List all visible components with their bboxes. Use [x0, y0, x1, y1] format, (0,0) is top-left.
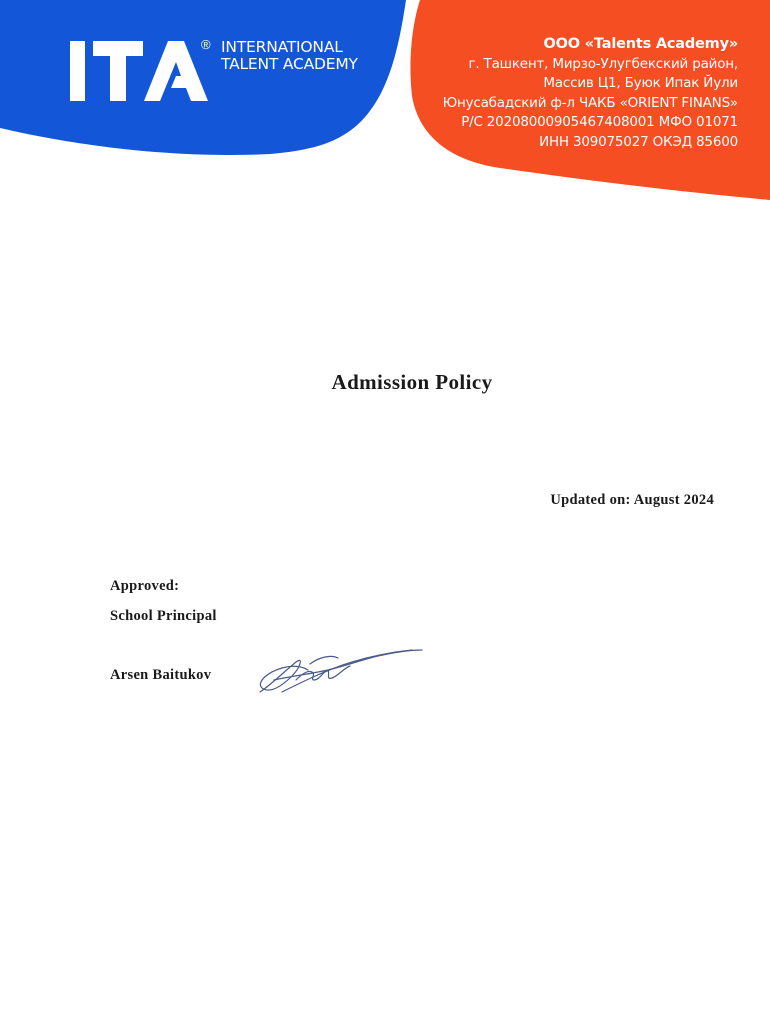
approver-name: Arsen Baitukov: [110, 667, 212, 683]
registered-mark: ®: [201, 37, 211, 52]
company-details: [443, 35, 738, 152]
brand-name-line2: TALENT ACADEMY: [221, 55, 358, 73]
company-address-line2: Массив Ц1, Буюк Ипак Йули: [543, 75, 738, 91]
approved-label: Approved:: [110, 578, 180, 594]
brand-name: [221, 39, 358, 73]
company-account: Р/С 20208000905467408001 МФО 01071: [461, 114, 738, 130]
signature: [252, 640, 428, 700]
updated-date: Updated on: August 2024: [550, 492, 714, 508]
document-title: Admission Policy: [331, 370, 493, 394]
approver-position: School Principal: [110, 608, 217, 624]
ita-logo: [70, 37, 211, 102]
company-tax-ids: ИНН 309075027 ОКЭД 85600: [539, 133, 738, 150]
company-address-line1: г. Ташкент, Мирзо-Улугбекский район,: [468, 55, 738, 72]
brand-name-line1: INTERNATIONAL: [221, 38, 343, 56]
company-name: ООО «Talents Academy»: [543, 36, 738, 52]
company-bank: Юнусабадский ф-л ЧАКБ «ORIENT FINANS»: [442, 94, 738, 111]
